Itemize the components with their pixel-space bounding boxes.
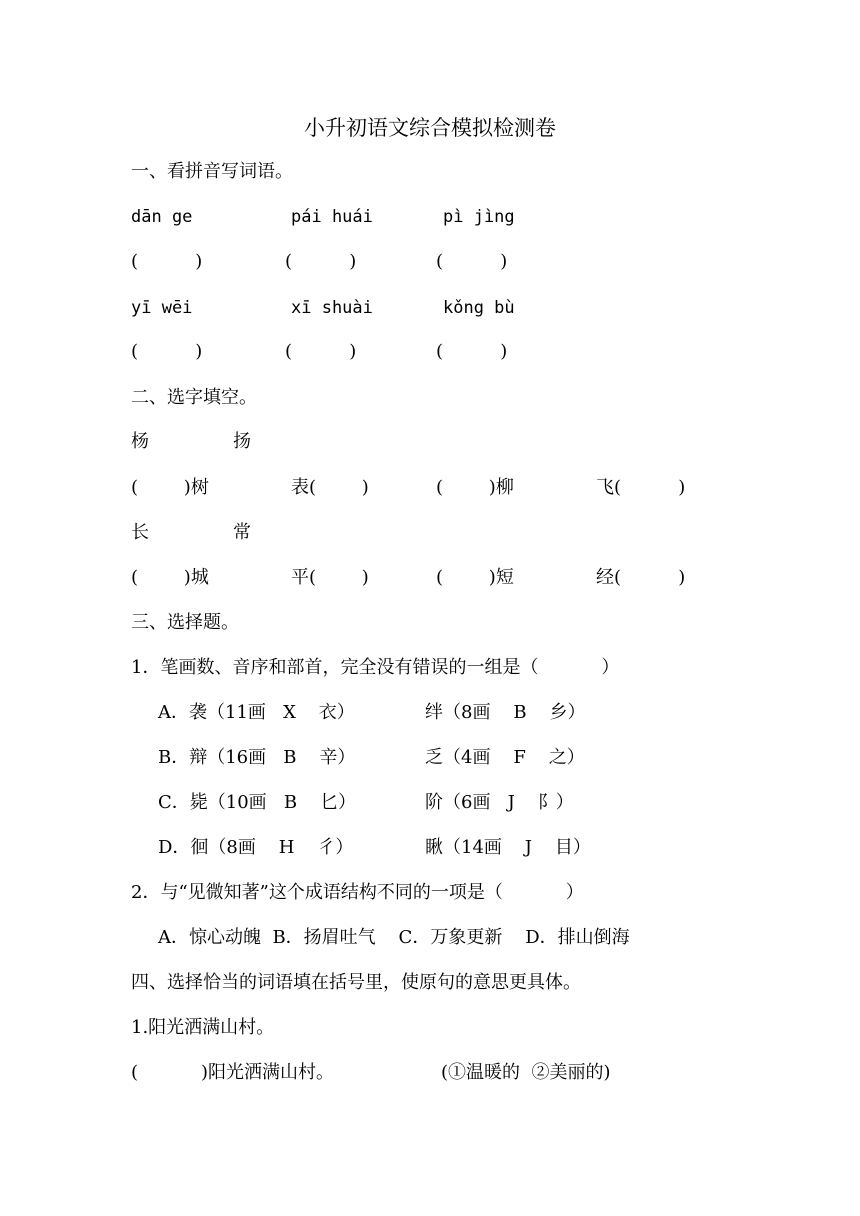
char-yang-raise: 扬 xyxy=(233,431,251,452)
pinyin-5: xī shuài xyxy=(291,298,373,318)
blank-4[interactable]: ( ) xyxy=(131,341,203,362)
question-2: 2．与“见微知著”这个成语结构不同的一项是（ ） xyxy=(131,882,584,903)
q1-option-a-right: 绊（8画 B 乡） xyxy=(425,702,586,723)
fill-item[interactable]: ( )树 xyxy=(131,477,209,498)
blank-1[interactable]: ( ) xyxy=(131,251,203,272)
fill-item[interactable]: 经( ) xyxy=(596,567,686,588)
pinyin-6: kǒng bù xyxy=(443,298,515,318)
section4-heading: 四、选择恰当的词语填在括号里，使原句的意思更具体。 xyxy=(131,972,581,993)
pinyin-4: yī wēi xyxy=(131,298,193,318)
blank-5[interactable]: ( ) xyxy=(285,341,357,362)
q1-option-b-right: 乏（4画 F 之） xyxy=(425,747,585,768)
fill-item[interactable]: 表( ) xyxy=(291,477,369,498)
q1-option-d-left[interactable]: D．徊（8画 H 彳） xyxy=(158,837,354,858)
pinyin-2: pái huái xyxy=(291,207,373,227)
pinyin-3: pì jìng xyxy=(443,207,515,227)
fill-item[interactable]: ( )短 xyxy=(436,567,514,588)
q1-option-d-right: 瞅（14画 J 目） xyxy=(425,837,591,858)
q1-option-b-left[interactable]: B．辩（16画 B 辛） xyxy=(158,747,356,768)
q1-option-c-right: 阶（6画 J 阝） xyxy=(425,792,574,813)
blank-2[interactable]: ( ) xyxy=(285,251,357,272)
q1-option-c-left[interactable]: C．毙（10画 B 匕） xyxy=(158,792,356,813)
char-chang-long: 长 xyxy=(131,522,149,543)
pinyin-1: dān ge xyxy=(131,207,193,227)
page-title: 小升初语文综合模拟检测卷 xyxy=(304,116,556,140)
char-yang-tree: 杨 xyxy=(131,431,149,452)
fill-item[interactable]: ( )城 xyxy=(131,567,209,588)
section1-heading: 一、看拼音写词语。 xyxy=(131,161,293,182)
question-1: 1．笔画数、音序和部首，完全没有错误的一组是（ ） xyxy=(131,657,620,678)
fill-item[interactable]: ( )柳 xyxy=(436,477,514,498)
blank-3[interactable]: ( ) xyxy=(436,251,508,272)
section4-choices: (①温暖的 ②美丽的) xyxy=(441,1062,611,1083)
fill-item[interactable]: 平( ) xyxy=(291,567,369,588)
section4-fill[interactable]: ( )阳光洒满山村。 xyxy=(131,1062,334,1083)
section2-heading: 二、选字填空。 xyxy=(131,387,257,408)
blank-6[interactable]: ( ) xyxy=(436,341,508,362)
q1-option-a-left[interactable]: A．袭（11画 X 衣） xyxy=(158,702,355,723)
section4-item-1: 1.阳光洒满山村。 xyxy=(131,1017,275,1038)
fill-item[interactable]: 飞( ) xyxy=(596,477,686,498)
section3-heading: 三、选择题。 xyxy=(131,612,239,633)
char-chang-often: 常 xyxy=(233,522,251,543)
q2-options[interactable]: A．惊心动魄 B．扬眉吐气 C．万象更新 D．排山倒海 xyxy=(158,927,630,948)
